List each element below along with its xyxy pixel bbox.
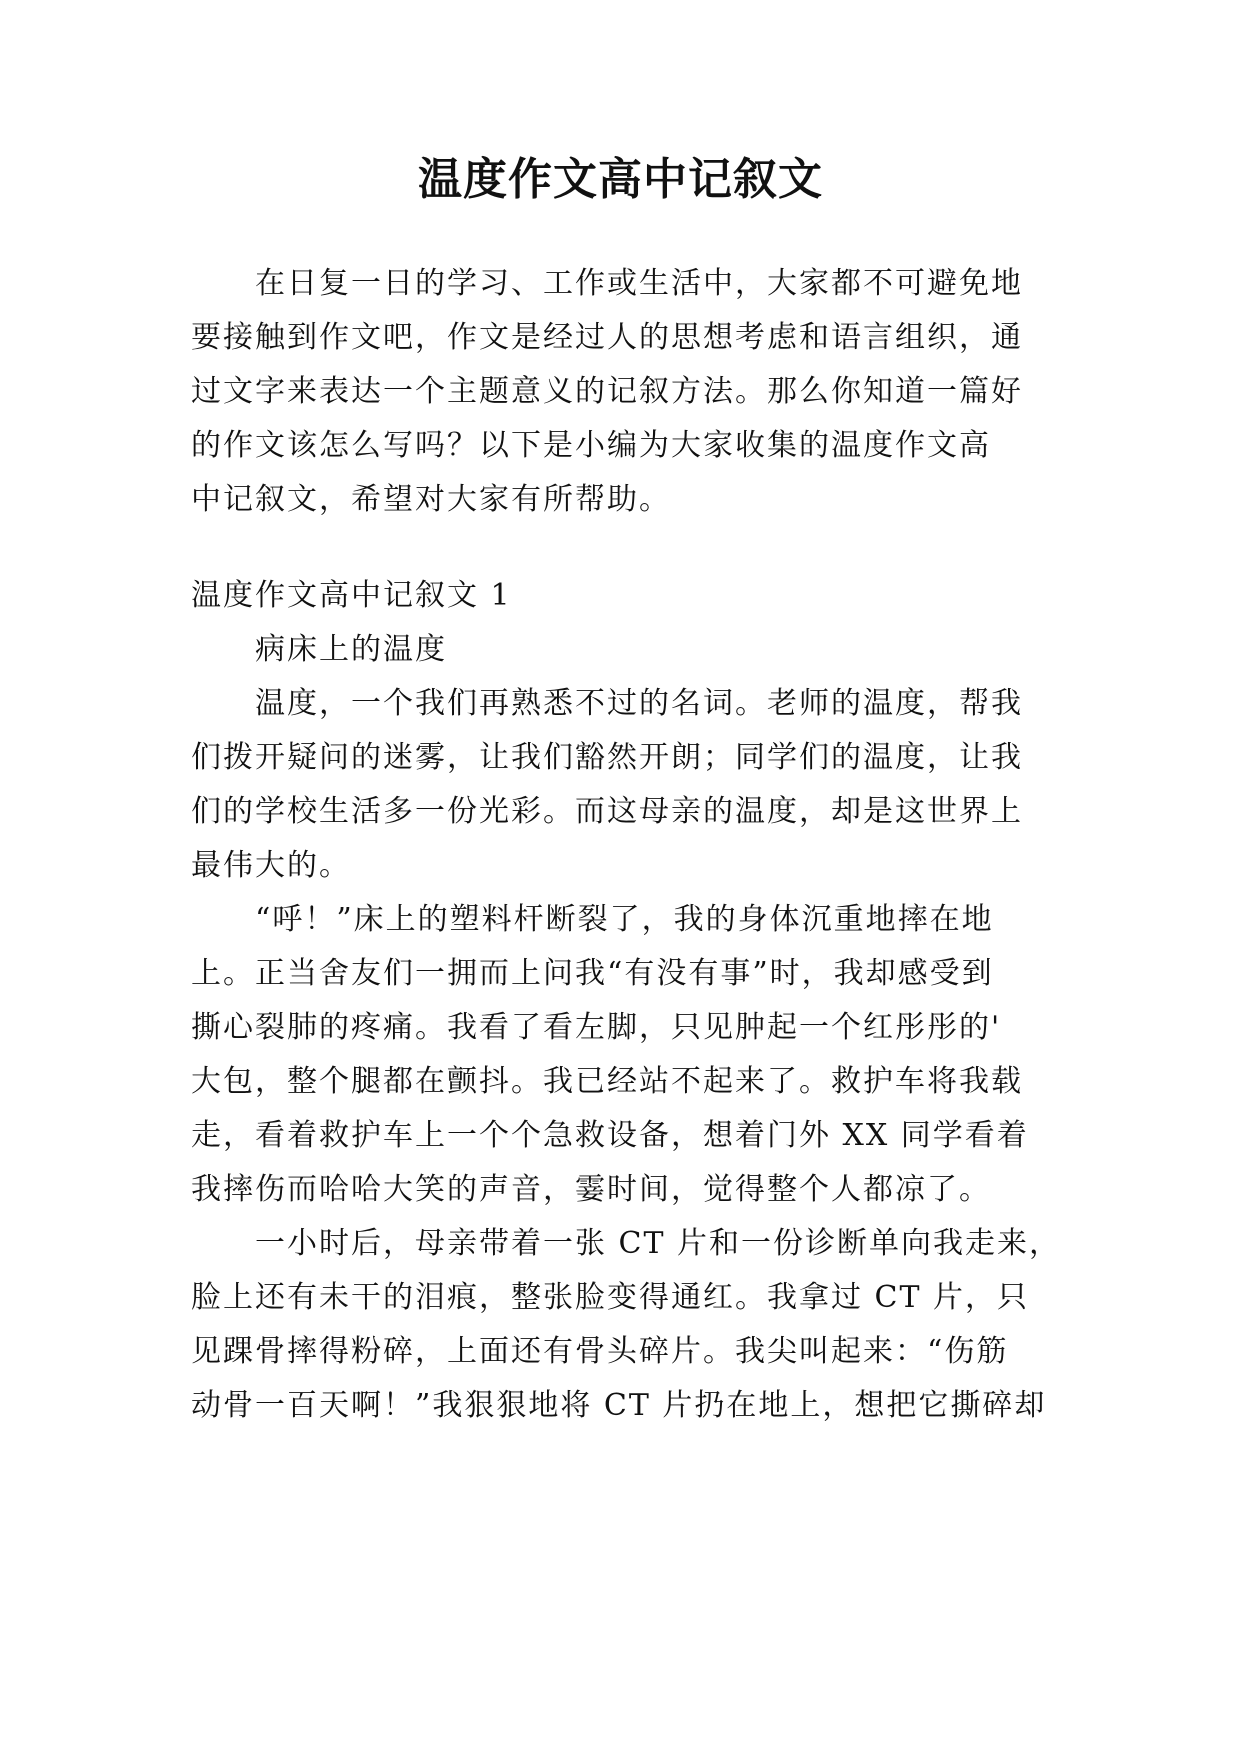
paragraph-line: 们拨开疑问的迷雾，让我们豁然开朗；同学们的温度，让我 [191, 740, 1023, 775]
intro-line: 中记叙文，希望对大家有所帮助。 [191, 482, 671, 517]
paragraph-line: 们的学校生活多一份光彩。而这母亲的温度，却是这世界上 [191, 794, 1023, 829]
paragraph-line: 大包，整个腿都在颤抖。我已经站不起来了。救护车将我载 [191, 1064, 1023, 1099]
document-title: 温度作文高中记叙文 [418, 154, 823, 205]
paragraph-line: 脸上还有未干的泪痕，整张脸变得通红。我拿过 CT 片，只 [191, 1280, 1030, 1315]
essay-title: 病床上的温度 [255, 632, 447, 667]
paragraph-line: 最伟大的。 [191, 848, 351, 883]
paragraph-line: 上。正当舍友们一拥而上问我“有没有事”时，我却感受到 [191, 956, 994, 991]
intro-line: 的作文该怎么写吗？以下是小编为大家收集的温度作文高 [191, 428, 991, 463]
paragraph-line: 见踝骨摔得粉碎，上面还有骨头碎片。我尖叫起来：“伤筋 [191, 1334, 1009, 1369]
paragraph-line: 温度，一个我们再熟悉不过的名词。老师的温度，帮我 [255, 686, 1023, 721]
paragraph-line: “呼！”床上的塑料杆断裂了，我的身体沉重地摔在地 [255, 902, 994, 937]
paragraph-line: 撕心裂肺的疼痛。我看了看左脚，只见肿起一个红彤彤的' [191, 1010, 1002, 1045]
intro-line: 要接触到作文吧，作文是经过人的思想考虑和语言组织，通 [191, 320, 1023, 355]
paragraph-line: 一小时后，母亲带着一张 CT 片和一份诊断单向我走来， [255, 1226, 1062, 1261]
section-heading: 温度作文高中记叙文 1 [191, 578, 512, 613]
intro-line: 在日复一日的学习、工作或生活中，大家都不可避免地 [255, 266, 1023, 301]
paragraph-line: 走，看着救护车上一个个急救设备，想着门外 XX 同学看着 [191, 1118, 1029, 1153]
paragraph-line: 动骨一百天啊！”我狠狠地将 CT 片扔在地上，想把它撕碎却 [191, 1388, 1047, 1423]
intro-line: 过文字来表达一个主题意义的记叙方法。那么你知道一篇好 [191, 374, 1023, 409]
paragraph-line: 我摔伤而哈哈大笑的声音，霎时间，觉得整个人都凉了。 [191, 1172, 991, 1207]
